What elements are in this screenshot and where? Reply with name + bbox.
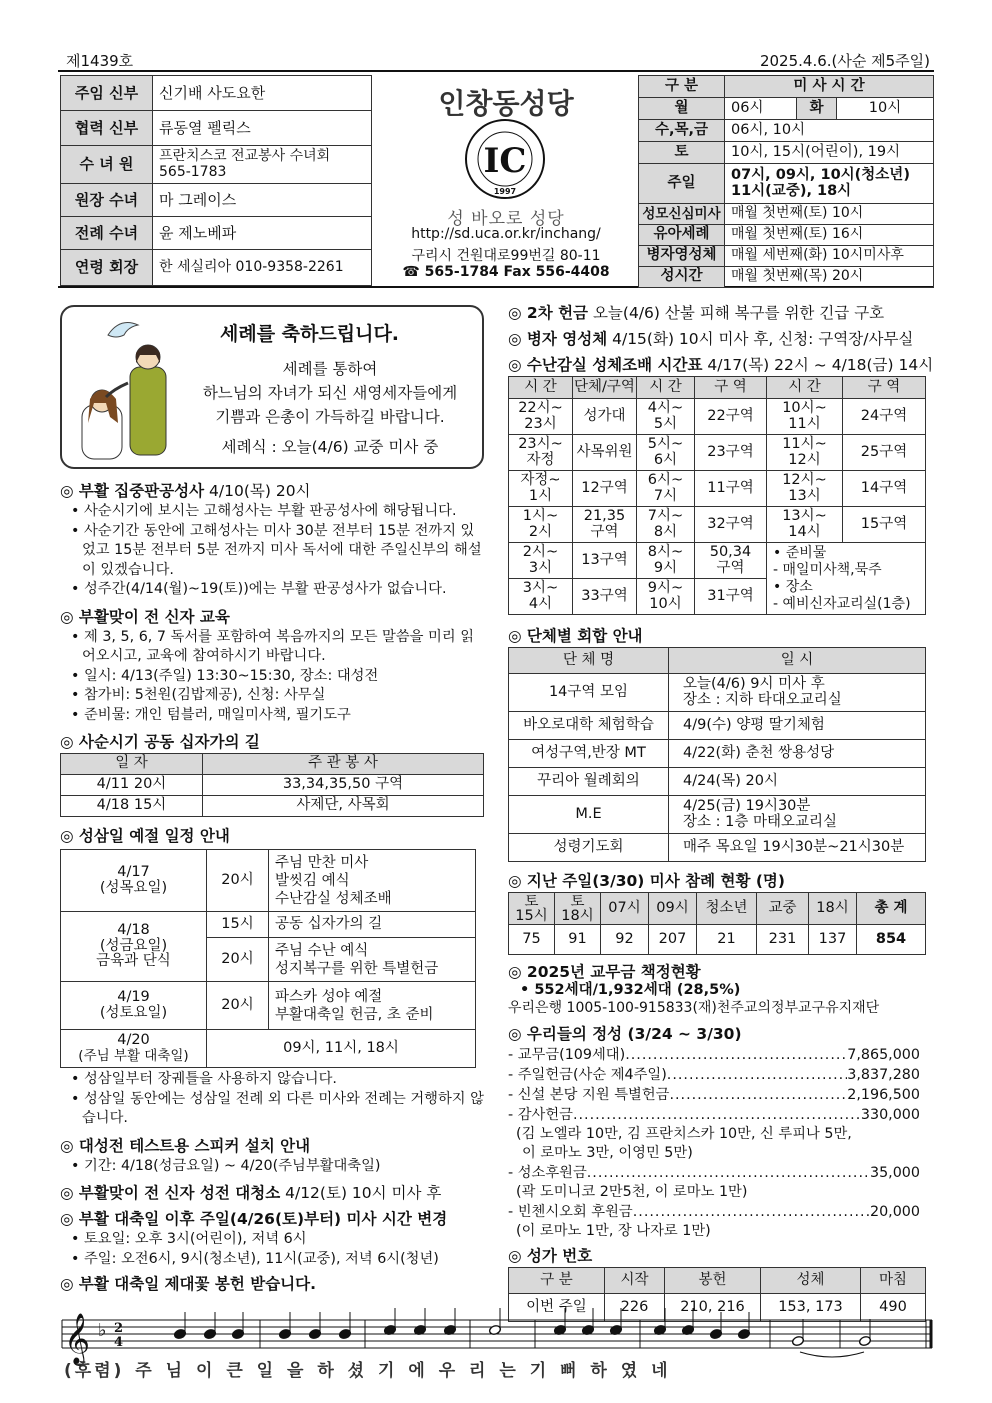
logo-letters: IC — [483, 141, 527, 181]
hymn-number: 210, 216 — [665, 1294, 761, 1322]
attendance-header: 15시 — [515, 907, 548, 924]
attendance-value: 75 — [509, 925, 555, 955]
holyweek-event: 주님 수난 예식 — [275, 942, 369, 959]
sick-title: ◎ 병자 영성체 — [508, 330, 608, 348]
adoration-group: 12구역 — [573, 471, 637, 507]
mass-time: 매월 첫번째(토) 10시 — [725, 204, 934, 225]
attendance-header: 토 — [570, 893, 585, 910]
hymn-number: 490 — [861, 1294, 926, 1322]
hymns-header: 구 분 — [509, 1268, 605, 1294]
church-address: 구리시 건원대로99번길 80-11 — [411, 248, 601, 264]
offering-label: - 성소후원금 — [508, 1165, 587, 1181]
education-title: ◎ 부활맞이 전 신자 교육 — [60, 607, 230, 626]
confession-item: • 사순시기에 보시는 고해성사는 부활 판공성사에 해당됩니다. — [71, 503, 457, 519]
attendance-header: 청소년 — [697, 893, 757, 925]
mass-time: 10시 — [837, 98, 934, 120]
attendance-total: 854 — [857, 925, 926, 955]
group-name: 꾸리아 월례회의 — [509, 768, 669, 796]
second-title: ◎ 2차 헌금 — [508, 304, 589, 322]
confession-item: • 성주간(4/14(월)~19(토))에는 부활 판공성사가 없습니다. — [71, 581, 447, 597]
tie — [800, 1352, 864, 1357]
cross-date: 4/11 20시 — [61, 775, 203, 796]
adoration-note: - 매일미사책,묵주 — [773, 561, 882, 578]
holyweek-event: 파스카 성야 예절 — [275, 988, 383, 1005]
staff-role: 원장 수녀 — [61, 184, 153, 217]
attendance-header: 토 — [524, 893, 539, 910]
group-name: M.E — [509, 796, 669, 834]
staff-role: 전례 수녀 — [61, 217, 153, 250]
groups-title: ◎ 단체별 회합 안내 — [508, 627, 643, 645]
attendance-table — [508, 892, 926, 955]
staff-name: 윤 제노베파 — [153, 217, 372, 250]
adoration-header: 단체/구역 — [573, 377, 637, 399]
adoration-header: 시 간 — [509, 377, 573, 399]
adoration-time: 10시~ — [782, 399, 827, 416]
holyweek-event: 수난감실 성체조배 — [275, 890, 392, 907]
holyweek-day: (주님 부활 대축일) — [78, 1048, 189, 1065]
adoration-group: 22구역 — [695, 399, 767, 435]
baptism-line: 세례를 통하여 — [282, 360, 378, 378]
header-rule — [58, 70, 934, 72]
adoration-header: 시 간 — [637, 377, 695, 399]
time-signature-bottom: 4 — [114, 1335, 124, 1350]
offering-row — [508, 1163, 920, 1183]
adoration-time: 1시 — [528, 487, 553, 504]
holyweek-date: 4/17 — [117, 863, 150, 880]
mass-day: 유아세례 — [639, 225, 725, 246]
staff-name: 프란치스코 전교봉사 수녀회 — [159, 148, 331, 165]
adoration-time: 9시~ — [647, 579, 684, 596]
attendance-header: 18시 — [561, 907, 594, 924]
holyweek-date: 4/19 — [117, 988, 150, 1005]
mass-time: 매월 첫번째(목) 20시 — [725, 267, 934, 288]
adoration-time: 12시 — [788, 451, 821, 468]
attendance-header: 07시 — [601, 893, 649, 925]
mass-day: 화 — [797, 98, 837, 120]
cleaning-heading — [60, 1182, 484, 1204]
attendance-header: 09시 — [649, 893, 697, 925]
adoration-time: 7시 — [653, 487, 678, 504]
staff-name: 류동열 펠릭스 — [153, 111, 372, 146]
holyweek-event: 주님 만찬 미사 — [275, 854, 369, 871]
attendance-value: 21 — [697, 925, 757, 955]
adoration-time: 자정~ — [520, 471, 561, 488]
adoration-group: 50,34 구역 — [695, 543, 767, 579]
holyweek-date: 4/18 — [117, 922, 150, 939]
issue-number: 제1439호 — [66, 52, 134, 70]
staff-name: 마 그레이스 — [153, 184, 372, 217]
hymns-label: 이번 주일 — [509, 1294, 605, 1322]
holyweek-title: ◎ 성삼일 예절 일정 안내 — [60, 827, 230, 845]
group-name: 14구역 모임 — [509, 674, 669, 712]
offering-note: (곽 도미니코 2만5천, 이 로마노 1만) — [516, 1184, 748, 1200]
hymns-header: 봉헌 — [665, 1268, 761, 1294]
group-name: 성령기도회 — [509, 834, 669, 862]
church-logo — [464, 118, 546, 200]
sick-communion — [508, 328, 932, 350]
adoration-time: 11시 — [788, 415, 821, 432]
second-collection — [508, 302, 932, 324]
mass-day: 병자영성체 — [639, 246, 725, 267]
attendance-value: 92 — [601, 925, 649, 955]
holyweek-note: • 성삼일 동안에는 성삼일 전례 외 다른 미사와 전례는 거행하지 않습니다. — [71, 1090, 484, 1126]
staff-role: 협력 신부 — [61, 111, 153, 146]
group-where: 장소 : 지하 타대오교리실 — [683, 691, 842, 708]
education-item: • 일시: 4/13(주일) 13:30~15:30, 장소: 대성전 — [71, 667, 379, 684]
cross-date: 4/18 15시 — [61, 796, 203, 817]
mass-day: 성모신심미사 — [639, 204, 725, 225]
group-when: 4/9(수) 양평 딸기체험 — [669, 712, 926, 740]
offering-label: - 빈첸시오회 후원금 — [508, 1204, 633, 1220]
holyweek-note: • 성삼일부터 장궤틀을 사용하지 않습니다. — [71, 1071, 337, 1087]
adoration-group: 24구역 — [843, 399, 926, 435]
mass-day: 월 — [639, 98, 725, 120]
offering-label: - 주일헌금(사순 제4주일) — [508, 1067, 667, 1083]
attendance-header: 18시 — [809, 893, 857, 925]
adoration-time: 23시 — [524, 415, 557, 432]
education-item: • 제 3, 5, 6, 7 독서를 포함하여 복음까지의 모든 말씀을 미리 읽어오시고, 교육에 참여하시기 바랍니다. — [71, 628, 475, 664]
adoration-group: 11구역 — [695, 471, 767, 507]
adoration-table — [508, 376, 926, 615]
offering-note: 이 로마노 3만, 이영민 5만) — [522, 1145, 693, 1161]
confession-heading — [60, 480, 484, 502]
group-when: 4/22(화) 춘천 쌍용성당 — [669, 740, 926, 768]
confession-when: 4/10(목) 20시 — [204, 482, 311, 500]
baptism-illustration — [68, 313, 198, 463]
dues-status: • 552세대/1,932세대 (28,5%) — [520, 982, 741, 998]
holyweek-time: 20시 — [207, 938, 269, 982]
adoration-time: 8시~ — [647, 543, 684, 560]
attendance-value: 137 — [809, 925, 857, 955]
confession-item: • 사순기간 동안에 고해성사는 미사 30분 전부터 15분 전까지 있었고 15분 전부터 5분 전까지 미사 독서에 대한 주일신부의 해설이 있겠습니다. — [71, 522, 482, 578]
staff-phone: 565-1783 — [159, 163, 227, 180]
adoration-note: - 예비신자교리실(1층) — [773, 595, 911, 612]
offering-amount: 20,000 — [869, 1204, 920, 1220]
holyweek-time: 20시 — [207, 982, 269, 1030]
cross-header: 일 자 — [61, 754, 203, 775]
holyweek-event: 09시, 11시, 18시 — [207, 1030, 476, 1068]
flat-icon: ♭ — [98, 1320, 107, 1341]
attendance-header: 교중 — [757, 893, 809, 925]
adoration-group: 25구역 — [843, 435, 926, 471]
mass-time: 06시 — [725, 98, 797, 120]
offering-note: (이 로마노 1만, 장 나자로 1만) — [516, 1223, 711, 1239]
adoration-title: ◎ 수난감실 성체조배 시간표 — [508, 356, 703, 374]
adoration-time: 3시~ — [522, 579, 559, 596]
staff-role: 주임 신부 — [61, 76, 153, 111]
adoration-time: 13시 — [788, 487, 821, 504]
holyweek-event: 공동 십자가의 길 — [269, 912, 476, 938]
hymn-lyrics: (후렴) 주 님 이 큰 일 을 하 셨 기 에 우 리 는 기 뻐 하 였 네 — [64, 1361, 671, 1381]
mass-day: 주일 — [639, 164, 725, 204]
holyweek-date: 4/20 — [117, 1032, 150, 1049]
baptism-schedule: 세례식 : 오늘(4/6) 교중 미사 중 — [221, 438, 439, 456]
holyweek-time: 15시 — [207, 912, 269, 938]
treble-clef-icon: 𝄞 — [64, 1313, 91, 1364]
speaker-title: ◎ 대성전 테스트용 스피커 설치 안내 — [60, 1136, 311, 1155]
adoration-header: 시 간 — [767, 377, 843, 399]
cross-table — [60, 753, 484, 817]
adoration-time: 6시 — [653, 451, 678, 468]
adoration-group: 32구역 — [695, 507, 767, 543]
offering-amount: 2,196,500 — [847, 1087, 920, 1103]
adoration-group: 15구역 — [843, 507, 926, 543]
adoration-time: 11시~ — [782, 435, 827, 452]
attendance-title: ◎ 지난 주일(3/30) 미사 참례 현황 (명) — [508, 872, 785, 890]
mass-day: 성시간 — [639, 267, 725, 288]
adoration-header: 구 역 — [843, 377, 926, 399]
adoration-time: 2시 — [528, 523, 553, 540]
offering-row — [508, 1065, 920, 1085]
offering-amount: 330,000 — [860, 1107, 920, 1123]
cross-group: 33,34,35,50 구역 — [203, 775, 484, 796]
adoration-time: 5시~ — [647, 435, 684, 452]
hymns-header: 마침 — [861, 1268, 926, 1294]
groups-header: 단 체 명 — [509, 648, 669, 674]
offering-label: - 신설 본당 지원 특별헌금 — [508, 1087, 670, 1103]
hymn-number: 153, 173 — [761, 1294, 861, 1322]
dues-account: 우리은행 1005-100-915833(재)천주교의정부교구유지재단 — [508, 1000, 880, 1016]
adoration-group: 사목위원 — [573, 435, 637, 471]
church-name: 인창동성당 — [438, 87, 574, 120]
group-when: 4/25(금) 19시30분 — [683, 797, 811, 814]
speaker-item: • 기간: 4/18(성금요일) ~ 4/20(주님부활대축일) — [71, 1157, 381, 1174]
attendance-value: 231 — [757, 925, 809, 955]
baptism-title: 세례를 축하드립니다. — [220, 323, 400, 345]
holyweek-time: 20시 — [207, 850, 269, 912]
baptism-line: 하느님의 자녀가 되신 새영세자들에게 — [202, 384, 458, 402]
hymn-number: 226 — [605, 1294, 665, 1322]
holyweek-day: (성금요일) — [99, 937, 168, 954]
adoration-time: 9시 — [653, 559, 678, 576]
mass-time: 10시, 15시(어린이), 19시 — [725, 142, 934, 164]
adoration-time: 23시~ — [518, 435, 563, 452]
adoration-time: 10시 — [649, 595, 682, 612]
mass-day: 수,목,금 — [639, 120, 725, 142]
adoration-time: 4시~ — [647, 399, 684, 416]
staff-role: 연령 회장 — [61, 250, 153, 286]
staff-name: 한 세실리아 010-9358-2261 — [153, 250, 372, 286]
issue-date: 2025.4.6.(사순 제5주일) — [759, 52, 930, 70]
logo-year: 1997 — [493, 187, 517, 196]
holyweek-day: (성토요일) — [99, 1004, 168, 1021]
cross-header: 주 관 봉 사 — [203, 754, 484, 775]
offering-row — [508, 1045, 920, 1065]
offering-row — [508, 1202, 920, 1222]
attendance-value: 91 — [555, 925, 601, 955]
holyweek-event: 성지복구를 위한 특별헌금 — [275, 960, 439, 977]
offering-label: - 감사헌금 — [508, 1107, 573, 1123]
second-text: 오늘(4/6) 산불 피해 복구를 위한 긴급 구호 — [588, 304, 885, 322]
staff-name: 신기배 사도요한 — [153, 76, 372, 111]
group-name: 바오로대학 체험학습 — [509, 712, 669, 740]
adoration-group: 23구역 — [695, 435, 767, 471]
mass-time: 매월 세번째(화) 10시미사후 — [725, 246, 934, 267]
time-signature-top: 2 — [114, 1321, 124, 1336]
adoration-time: 2시~ — [522, 543, 559, 560]
staff-table — [60, 75, 372, 286]
church-phone: ☎ 565-1784 Fax 556-4408 — [402, 264, 610, 280]
hymns-header: 성체 — [761, 1268, 861, 1294]
groups-table — [508, 647, 926, 862]
mass-time: 07시, 09시, 10시(청소년) — [731, 166, 910, 183]
cleaning-when: 4/12(토) 10시 미사 후 — [280, 1184, 442, 1202]
mass-header: 미 사 시 간 — [725, 76, 934, 98]
group-when: 매주 목요일 19시30분~21시30분 — [669, 834, 926, 862]
groups-header: 일 시 — [669, 648, 926, 674]
adoration-time: 7시~ — [647, 507, 684, 524]
attendance-value: 207 — [649, 925, 697, 955]
group-when: 오늘(4/6) 9시 미사 후 — [683, 675, 825, 692]
holyweek-day: (성목요일) — [99, 879, 168, 896]
baptism-box — [60, 305, 484, 469]
sick-text: 4/15(화) 10시 미사 후, 신청: 구역장/사무실 — [607, 330, 914, 348]
baptism-line: 기쁨과 은총이 가득하길 바랍니다. — [215, 408, 445, 426]
staff-role: 수 녀 원 — [61, 146, 153, 184]
adoration-time: 4시 — [528, 595, 553, 612]
cross-title: ◎ 사순시기 공동 십자가의 길 — [60, 733, 260, 751]
adoration-heading — [508, 354, 932, 376]
adoration-group: 33구역 — [573, 579, 637, 615]
adoration-text: 4/17(목) 22시 ~ 4/18(금) 14시 — [702, 356, 934, 374]
adoration-time: 22시~ — [518, 399, 563, 416]
holyweek-table — [60, 849, 476, 1068]
adoration-time: 14시 — [788, 523, 821, 540]
offering-note: (김 노엘라 10만, 김 프란치스카 10만, 신 루피나 5만, — [516, 1126, 852, 1142]
hymns-title: ◎ 성가 번호 — [508, 1247, 593, 1265]
group-name: 여성구역,반장 MT — [509, 740, 669, 768]
adoration-group: 14구역 — [843, 471, 926, 507]
flowers-title: ◎ 부활 대축일 제대꽃 봉헌 받습니다. — [60, 1275, 317, 1293]
hymns-header: 시작 — [605, 1268, 665, 1294]
group-where: 장소 : 1층 마태오교리실 — [683, 813, 838, 830]
church-url[interactable]: http://sd.uca.or.kr/inchang/ — [411, 226, 601, 242]
adoration-group: 13구역 — [573, 543, 637, 579]
adoration-time: 12시~ — [782, 471, 827, 488]
mass-table — [638, 75, 934, 288]
adoration-note: • 장소 — [773, 578, 813, 595]
adoration-time: 8시 — [653, 523, 678, 540]
offering-amount: 7,865,000 — [847, 1047, 920, 1063]
adoration-time: 3시 — [528, 559, 553, 576]
adoration-time: 자정 — [526, 451, 555, 468]
adoration-header: 구 역 — [695, 377, 767, 399]
adoration-group: 21,35 구역 — [573, 507, 637, 543]
adoration-time: 5시 — [653, 415, 678, 432]
change-item: • 토요일: 오후 3시(어린이), 저녁 6시 — [71, 1231, 307, 1247]
holyweek-note: 금육과 단식 — [96, 953, 171, 970]
adoration-time: 13시~ — [782, 507, 827, 524]
cleaning-title: ◎ 부활맞이 전 신자 성전 대청소 — [60, 1184, 281, 1202]
mass-time: 11시(교중), 18시 — [731, 182, 852, 199]
change-title: ◎ 부활 대축일 이후 주일(4/26(토)부터) 미사 시간 변경 — [60, 1210, 448, 1228]
offering-row — [508, 1085, 920, 1105]
holyweek-event: 발씻김 예식 — [275, 872, 350, 889]
offering-amount: 35,000 — [869, 1165, 920, 1181]
cross-group: 사제단, 사목회 — [203, 796, 484, 817]
group-when: 4/24(목) 20시 — [669, 768, 926, 796]
attendance-header: 총 계 — [857, 893, 926, 925]
mass-time: 06시, 10시 — [725, 120, 934, 142]
education-item: • 참가비: 5천원(김밥제공), 신청: 사무실 — [71, 687, 326, 703]
adoration-time: 1시~ — [522, 507, 559, 524]
offering-label: - 교무금(109세대) — [508, 1047, 626, 1063]
offering-amount: 3,837,280 — [847, 1067, 920, 1083]
dues-title: ◎ 2025년 교무금 책정현황 — [508, 963, 701, 981]
offering-row — [508, 1105, 920, 1125]
offering-title: ◎ 우리들의 정성 (3/24 ~ 3/30) — [508, 1025, 742, 1043]
adoration-note: • 준비물 — [773, 544, 827, 561]
church-patron: 성 바오로 성당 — [447, 209, 565, 229]
change-item: • 주일: 오전6시, 9시(청소년), 11시(교중), 저녁 6시(청년) — [71, 1250, 439, 1267]
holyweek-event: 부활대축일 헌금, 초 준비 — [275, 1006, 434, 1023]
adoration-time: 6시~ — [647, 471, 684, 488]
adoration-group: 31구역 — [695, 579, 767, 615]
adoration-group: 성가대 — [573, 399, 637, 435]
mass-time: 매월 첫번째(토) 16시 — [725, 225, 934, 246]
mass-header: 구 분 — [639, 76, 725, 98]
mass-day: 토 — [639, 142, 725, 164]
education-item: • 준비물: 개인 텀블러, 매일미사책, 필기도구 — [71, 706, 351, 723]
confession-title: ◎ 부활 집중판공성사 — [60, 482, 205, 500]
